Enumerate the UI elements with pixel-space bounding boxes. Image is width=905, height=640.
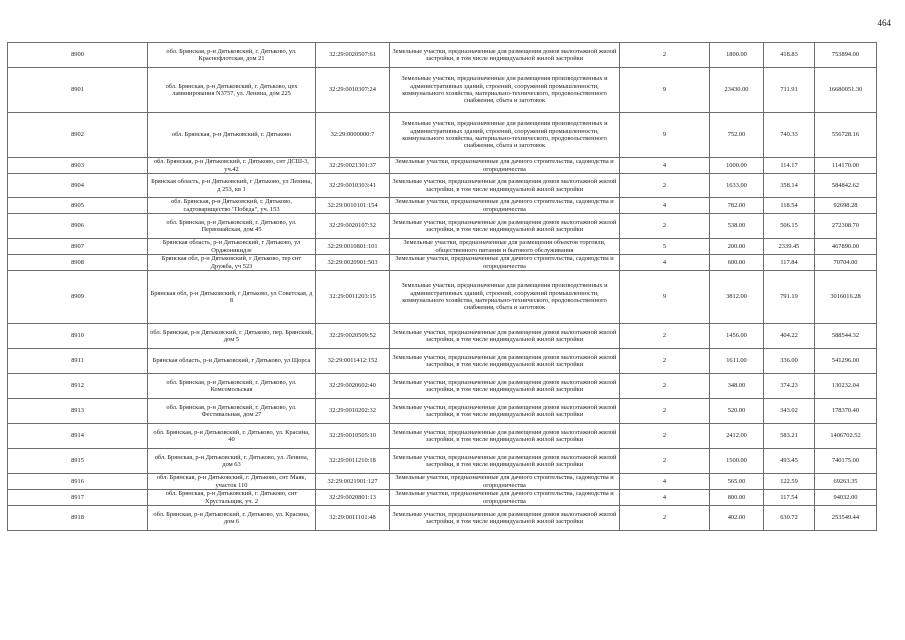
land-use-cell: Земельные участки, предназначенные для дачного строительства, садоводства и огородничества: [390, 255, 620, 271]
area-cell: 23430.00: [710, 68, 764, 113]
use-group-cell: 2: [620, 374, 710, 399]
unit-price-cell: 711.91: [764, 68, 815, 113]
table-row: [8, 255, 877, 271]
land-use-cell: Земельные участки, предназначенные для размещения производственных и административных зданий, строений, сооружений промышленности, коммунального хозяйства, материально-технического, продовольственного снабжения, сбыта и заготовок: [390, 68, 620, 113]
cadastral-number-cell: 32:29:0020901:503: [316, 255, 390, 271]
table-row: [8, 43, 877, 68]
land-use-cell: Земельные участки, предназначенные для размещения домов малоэтажной жилой застройки, в том числе индивидуальной жилой застройки: [390, 43, 620, 68]
area-cell: 782.00: [710, 198, 764, 214]
table-row: [8, 113, 877, 158]
table-row: [8, 374, 877, 399]
row-number-cell: 8913: [8, 399, 148, 424]
table-row: [8, 424, 877, 449]
cadastral-number-cell: 32:29:0020509:52: [316, 324, 390, 349]
area-cell: 348.00: [710, 374, 764, 399]
land-use-cell: Земельные участки, предназначенные для дачного строительства, садоводства и огородничества: [390, 158, 620, 174]
unit-price-cell: 117.54: [764, 490, 815, 506]
table-row: [8, 449, 877, 474]
land-use-cell: Земельные участки, предназначенные для размещения производственных и административных зданий, строений, сооружений промышленности, коммунального хозяйства, материально-технического, продовольственного снабжения, сбыта и заготовок: [390, 271, 620, 324]
use-group-cell: 9: [620, 113, 710, 158]
unit-price-cell: 791.19: [764, 271, 815, 324]
unit-price-cell: 583.21: [764, 424, 815, 449]
page-number: 464: [877, 18, 891, 28]
unit-price-cell: 122.59: [764, 474, 815, 490]
land-use-cell: Земельные участки, предназначенные для размещения производственных и административных зданий, строений, сооружений промышленности, коммунального хозяйства, материально-технического, продовольственного снабжения, сбыта и заготовок: [390, 113, 620, 158]
unit-price-cell: 404.22: [764, 324, 815, 349]
address-cell: обл. Брянская, р-н Дятьковский, г. Дятьково, ул. Фестивальная, дом 27: [148, 399, 316, 424]
cadastral-value-cell: 740175.00: [815, 449, 877, 474]
cadastral-value-cell: 1406702.52: [815, 424, 877, 449]
use-group-cell: 2: [620, 424, 710, 449]
cadastral-value-cell: 584842.62: [815, 174, 877, 198]
use-group-cell: 2: [620, 214, 710, 239]
unit-price-cell: 493.45: [764, 449, 815, 474]
use-group-cell: 2: [620, 399, 710, 424]
row-number-cell: 8908: [8, 255, 148, 271]
land-use-cell: Земельные участки, предназначенные для размещения объектов торговли, общественного питания и бытового обслуживания: [390, 239, 620, 255]
cadastral-number-cell: 32:29:0011210:18: [316, 449, 390, 474]
address-cell: Брянская область, р-н Дятьковский, г Дятьково, ул Орджоникидзе: [148, 239, 316, 255]
unit-price-cell: 343.02: [764, 399, 815, 424]
table-row: [8, 474, 877, 490]
cadastral-value-cell: 92698.28: [815, 198, 877, 214]
unit-price-cell: 740.33: [764, 113, 815, 158]
area-cell: 402.00: [710, 506, 764, 531]
address-cell: обл. Брянская, р-н Дятьковский, г. Дятьково, ул. Краснофлотская, дом 21: [148, 43, 316, 68]
land-use-cell: Земельные участки, предназначенные для дачного строительства, садоводства и огородничества: [390, 198, 620, 214]
land-use-cell: Земельные участки, предназначенные для дачного строительства, садоводства и огородничества: [390, 490, 620, 506]
area-cell: 752.00: [710, 113, 764, 158]
row-number-cell: 8901: [8, 68, 148, 113]
row-number-cell: 8903: [8, 158, 148, 174]
area-cell: 1500.00: [710, 449, 764, 474]
use-group-cell: 5: [620, 239, 710, 255]
table-row: [8, 158, 877, 174]
use-group-cell: 4: [620, 198, 710, 214]
row-number-cell: 8911: [8, 349, 148, 374]
unit-price-cell: 358.14: [764, 174, 815, 198]
cadastral-value-cell: 130232.04: [815, 374, 877, 399]
unit-price-cell: 118.54: [764, 198, 815, 214]
area-cell: 1000.00: [710, 158, 764, 174]
row-number-cell: 8912: [8, 374, 148, 399]
land-use-cell: Земельные участки, предназначенные для размещения домов малоэтажной жилой застройки, в том числе индивидуальной жилой застройки: [390, 449, 620, 474]
table-row: [8, 399, 877, 424]
area-cell: 1611.00: [710, 349, 764, 374]
unit-price-cell: 506.15: [764, 214, 815, 239]
row-number-cell: 8918: [8, 506, 148, 531]
area-cell: 600.00: [710, 255, 764, 271]
cadastral-value-cell: 467890.00: [815, 239, 877, 255]
cadastral-number-cell: 32:29:0020801:13: [316, 490, 390, 506]
unit-price-cell: 374.23: [764, 374, 815, 399]
area-cell: 1633.00: [710, 174, 764, 198]
land-use-cell: Земельные участки, предназначенные для размещения домов малоэтажной жилой застройки, в том числе индивидуальной жилой застройки: [390, 214, 620, 239]
land-use-cell: Земельные участки, предназначенные для размещения домов малоэтажной жилой застройки, в том числе индивидуальной жилой застройки: [390, 324, 620, 349]
cadastral-value-cell: 70704.00: [815, 255, 877, 271]
address-cell: обл. Брянская, р-н Дятьковский, г. Дятьково, ул. Красина, дом 6: [148, 506, 316, 531]
address-cell: обл. Брянская, р-н Дятьковский, г. Дятьково, ул. Ленина, дом 63: [148, 449, 316, 474]
address-cell: обл. Брянская, р-н Дятьковский, г. Дятьково, цех ламинирования N3757, ул. Ленина, дом 225: [148, 68, 316, 113]
use-group-cell: 2: [620, 324, 710, 349]
area-cell: 2412.00: [710, 424, 764, 449]
cadastral-number-cell: 32:29:0010202:32: [316, 399, 390, 424]
row-number-cell: 8900: [8, 43, 148, 68]
table-row: [8, 214, 877, 239]
register-body: [8, 43, 877, 531]
cadastral-number-cell: 32:29:0010307:24: [316, 68, 390, 113]
table-row: [8, 174, 877, 198]
land-use-cell: Земельные участки, предназначенные для дачного строительства, садоводства и огородничества: [390, 474, 620, 490]
use-group-cell: 2: [620, 506, 710, 531]
use-group-cell: 2: [620, 43, 710, 68]
table-row: [8, 490, 877, 506]
cadastral-number-cell: 32:29:0011203:15: [316, 271, 390, 324]
cadastral-number-cell: 32:29:0020507:61: [316, 43, 390, 68]
cadastral-value-cell: 541296.00: [815, 349, 877, 374]
address-cell: Брянская область, р-н Дятьковский, г Дятьково, ул Ленина, д 253, кв 1: [148, 174, 316, 198]
use-group-cell: 9: [620, 68, 710, 113]
area-cell: 3812.00: [710, 271, 764, 324]
cadastral-value-cell: 272308.70: [815, 214, 877, 239]
area-cell: 520.00: [710, 399, 764, 424]
table-row: [8, 271, 877, 324]
cadastral-value-cell: 3016016.28: [815, 271, 877, 324]
land-register-table: [7, 42, 877, 531]
cadastral-value-cell: 253549.44: [815, 506, 877, 531]
address-cell: обл. Брянская, р-н Дятьковский, г. Дятьково, ул. Комсомольская: [148, 374, 316, 399]
row-number-cell: 8902: [8, 113, 148, 158]
cadastral-value-cell: 178370.40: [815, 399, 877, 424]
land-use-cell: Земельные участки, предназначенные для размещения домов малоэтажной жилой застройки, в том числе индивидуальной жилой застройки: [390, 424, 620, 449]
row-number-cell: 8907: [8, 239, 148, 255]
table-row: [8, 68, 877, 113]
cadastral-number-cell: 32:29:0021901:127: [316, 474, 390, 490]
row-number-cell: 8914: [8, 424, 148, 449]
cadastral-value-cell: 69263.35: [815, 474, 877, 490]
use-group-cell: 9: [620, 271, 710, 324]
unit-price-cell: 630.72: [764, 506, 815, 531]
row-number-cell: 8910: [8, 324, 148, 349]
land-use-cell: Земельные участки, предназначенные для размещения домов малоэтажной жилой застройки, в том числе индивидуальной жилой застройки: [390, 399, 620, 424]
area-cell: 538.00: [710, 214, 764, 239]
cadastral-value-cell: 753894.00: [815, 43, 877, 68]
unit-price-cell: 117.84: [764, 255, 815, 271]
address-cell: обл. Брянская, р-н Дятьковский, г. Дятьково, снт ДСШ-3, уч.42: [148, 158, 316, 174]
area-cell: 800.00: [710, 490, 764, 506]
row-number-cell: 8915: [8, 449, 148, 474]
row-number-cell: 8906: [8, 214, 148, 239]
address-cell: обл. Брянская, р-н Дятьковский, г. Дятьково, ул. Первомайская, дом 45: [148, 214, 316, 239]
area-cell: 565.00: [710, 474, 764, 490]
cadastral-number-cell: 32:29:0010505:10: [316, 424, 390, 449]
address-cell: обл. Брянская, р-н Дятьковский, г. Дятьково: [148, 113, 316, 158]
cadastral-number-cell: 32:29:0010101:154: [316, 198, 390, 214]
address-cell: обл. Брянская, р-н Дятьковский, г. Дятьково, снт Хрустальщик, уч. 2: [148, 490, 316, 506]
unit-price-cell: 336.00: [764, 349, 815, 374]
use-group-cell: 4: [620, 255, 710, 271]
use-group-cell: 2: [620, 174, 710, 198]
land-use-cell: Земельные участки, предназначенные для размещения домов малоэтажной жилой застройки, в том числе индивидуальной жилой застройки: [390, 374, 620, 399]
unit-price-cell: 2339.45: [764, 239, 815, 255]
cadastral-number-cell: 32:29:0011412:152: [316, 349, 390, 374]
use-group-cell: 4: [620, 158, 710, 174]
cadastral-number-cell: 32:29:0000000:7: [316, 113, 390, 158]
cadastral-number-cell: 32:29:0021301:37: [316, 158, 390, 174]
land-use-cell: Земельные участки, предназначенные для размещения домов малоэтажной жилой застройки, в том числе индивидуальной жилой застройки: [390, 174, 620, 198]
address-cell: Брянская обл, р-н Дятьковский, г Дятьково, ул Советская, д 8: [148, 271, 316, 324]
use-group-cell: 4: [620, 474, 710, 490]
table-row: [8, 239, 877, 255]
area-cell: 200.00: [710, 239, 764, 255]
address-cell: обл. Брянская, р-н Дятьковский, г. Дятьково, садтоварищество "Победа", уч. 153: [148, 198, 316, 214]
cadastral-value-cell: 556728.16: [815, 113, 877, 158]
address-cell: Брянская область, р-н Дятьковский, г Дятьково, ул Щорса: [148, 349, 316, 374]
row-number-cell: 8905: [8, 198, 148, 214]
cadastral-number-cell: 32:29:0010801:101: [316, 239, 390, 255]
address-cell: обл. Брянская, р-н Дятьковский, г. Дятьково, снт Маяк, участок 110: [148, 474, 316, 490]
unit-price-cell: 114.17: [764, 158, 815, 174]
table-row: [8, 198, 877, 214]
row-number-cell: 8904: [8, 174, 148, 198]
cadastral-value-cell: 114170.00: [815, 158, 877, 174]
unit-price-cell: 418.83: [764, 43, 815, 68]
row-number-cell: 8916: [8, 474, 148, 490]
table-row: [8, 506, 877, 531]
row-number-cell: 8909: [8, 271, 148, 324]
cadastral-number-cell: 32:29:0011101:48: [316, 506, 390, 531]
use-group-cell: 4: [620, 490, 710, 506]
cadastral-number-cell: 32:29:0020602:40: [316, 374, 390, 399]
cadastral-number-cell: 32:29:0010303:41: [316, 174, 390, 198]
row-number-cell: 8917: [8, 490, 148, 506]
cadastral-number-cell: 32:29:0020107:32: [316, 214, 390, 239]
cadastral-value-cell: 94032.00: [815, 490, 877, 506]
land-use-cell: Земельные участки, предназначенные для размещения домов малоэтажной жилой застройки, в том числе индивидуальной жилой застройки: [390, 349, 620, 374]
use-group-cell: 2: [620, 449, 710, 474]
table-row: [8, 349, 877, 374]
address-cell: обл. Брянская, р-н Дятьковский, г. Дятьково, ул. Красина, 40: [148, 424, 316, 449]
address-cell: Брянская обл, р-н Дятьковский, г Дятьково, тер снт Дружба, уч 523: [148, 255, 316, 271]
land-use-cell: Земельные участки, предназначенные для размещения домов малоэтажной жилой застройки, в том числе индивидуальной жилой застройки: [390, 506, 620, 531]
use-group-cell: 2: [620, 349, 710, 374]
area-cell: 1800.00: [710, 43, 764, 68]
cadastral-value-cell: 588544.32: [815, 324, 877, 349]
address-cell: обл. Брянская, р-н Дятьковский, г. Дятьково, пер. Брянский, дом 5: [148, 324, 316, 349]
table-row: [8, 324, 877, 349]
cadastral-value-cell: 16680051.30: [815, 68, 877, 113]
area-cell: 1456.00: [710, 324, 764, 349]
